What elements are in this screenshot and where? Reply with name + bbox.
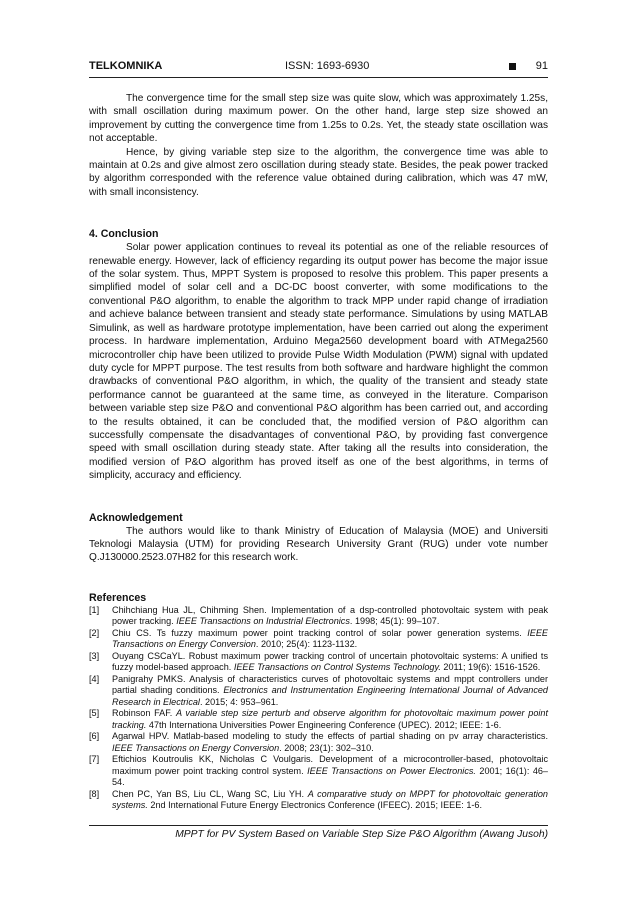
reference-item: [2] Chiu CS. Ts fuzzy maximum power point tracking control of solar power generation systems. IEEE Transactions on Energy Conversion. 2010; 25(4): 1123-1132. <box>89 627 548 650</box>
reference-item: [4] Panigrahy PMKS. Analysis of characteristics curves of photovoltaic systems and mppt controllers under partial shading conditions. Electronics and Instrumentation Engineering International Journal of Advanced Research in Electrical. 2015; 4: 953–961. <box>89 673 548 707</box>
reference-number: [4] <box>89 673 100 684</box>
reference-number: [1] <box>89 604 100 615</box>
conclusion-text: Solar power application continues to reveal its potential as one of the reliable resources of renewable energy. However, lack of efficiency regarding its output power has become the major issue of the solar system. Thus, MPPT System is proposed to resolve this problem. This paper presents a simplified model of solar cell and a DC-DC boost converter, with some modifications to the conventional P&O algorithm, to enable the algorithm to track MPP under rapid change of irradiation and achieve balance between transient and steady state performance. Simulations by using MATLAB Simulink, as well as hardware prototype implementation, have been carried out along the experiment process. In hardware implementation, Arduino Mega2560 development board with ATMega2560 microcontroller chip have been utilized to provide Pulse Width Modulation (PWM) signal with updated duty cycle for MPPT purpose. The test results from both software and hardware highlight the common drawbacks of conventional P&O algorithm, in which, the quality of the transient and steady state performance cannot be guaranteed at the same time, as conveyed in the literature. Comparison between variable step size P&O and conventional P&O algorithm has been carried out, and according to the results obtained, it can be concluded that, the modified version of P&O algorithm can successfully compensate the disadvantages of conventional P&O, by providing fast convergence speed with small oscillation during steady state. After taking all the results into consideration, the modified version of P&O algorithm has proved itself as one of the best algorithms, in terms of simplicity, accuracy and efficiency. <box>89 242 548 482</box>
square-bullet-icon <box>509 63 516 70</box>
reference-item: [7] Eftichios Koutroulis KK, Nicholas C Voulgaris. Development of a microcontroller-based, photovoltaic maximum power point tracking control system. IEEE Transactions on Power Electronics. 2001; 16(1): 46–54. <box>89 754 548 788</box>
footer-rule <box>89 825 548 826</box>
paragraph-variable-step: Hence, by giving variable step size to the algorithm, the convergence time was able to maintain at 0.2s and give almost zero oscillation during steady state. Besides, the peak power tracked by algorithm corresponded with the reference value obtained during calibration, which was 47 mW, with small inconsistency. <box>89 146 548 198</box>
page-number: 91 <box>535 60 548 72</box>
references-heading: References <box>89 591 147 604</box>
reference-number: [7] <box>89 754 100 765</box>
reference-item: [5] Robinson FAF. A variable step size perturb and observe algorithm for photovoltaic maximum power point tracking. 47th Internationa Universities Power Engineering Conference (UPEC). 2012; IEEE: 1-6. <box>89 708 548 730</box>
reference-item: [6] Agarwal HPV. Matlab-based modeling to study the effects of partial shading on pv array characteristics. IEEE Transactions on Energy Conversion. 2008; 23(1): 302–310. <box>89 731 548 753</box>
reference-item: [3] Ouyang CSCaYL. Robust maximum power tracking control of uncertain photovoltaic systems: A unified ts fuzzy model-based approach. IEEE Transactions on Control Systems Technology. 2011; 19(6): 1516-1526. <box>89 650 548 673</box>
issn: ISSN: 1693-6930 <box>285 60 370 72</box>
reference-item: [1] Chihchiang Hua JL, Chihming Shen. Implementation of a dsp-controlled photovoltaic system with peak power tracking. IEEE Transactions on Industrial Electronics. 1998; 45(1): 99–107. <box>89 604 548 627</box>
reference-number: [8] <box>89 788 100 799</box>
body-text <box>89 92 548 812</box>
header-rule <box>89 77 548 78</box>
paragraph-convergence: The convergence time for the small step size was quite slow, which was approximately 1.25s, with small oscillation during maximum power. On the other hand, large step size showed an improvement by cutting the convergence time from 1.25s to 0.2s. Yet, the steady state oscillation was not acceptable. <box>89 93 548 145</box>
running-footer: MPPT for PV System Based on Variable Step Size P&O Algorithm (Awang Jusoh) <box>175 829 548 840</box>
reference-number: [3] <box>89 650 100 661</box>
acknowledgement-text: The authors would like to thank Ministry of Education of Malaysia (MOE) and Universiti Teknologi Malaysia (UTM) for providing Research University Grant (RUG) under vote number Q.J130000.2523.07H82 for this research work. <box>89 525 548 564</box>
reference-number: [6] <box>89 731 100 742</box>
reference-number: [5] <box>89 708 100 719</box>
running-header <box>89 60 548 74</box>
reference-list <box>89 605 548 812</box>
conclusion-heading: 4. Conclusion <box>89 228 159 241</box>
acknowledgement-heading: Acknowledgement <box>89 511 183 524</box>
reference-item: [8] Chen PC, Yan BS, Liu CL, Wang SC, Liu YH. A comparative study on MPPT for photovoltaic generation systems. 2nd International Future Energy Electronics Conference (IFEEC). 2015; IEEE: 1-6. <box>89 788 548 811</box>
journal-name: TELKOMNIKA <box>89 60 163 72</box>
reference-number: [2] <box>89 627 100 638</box>
